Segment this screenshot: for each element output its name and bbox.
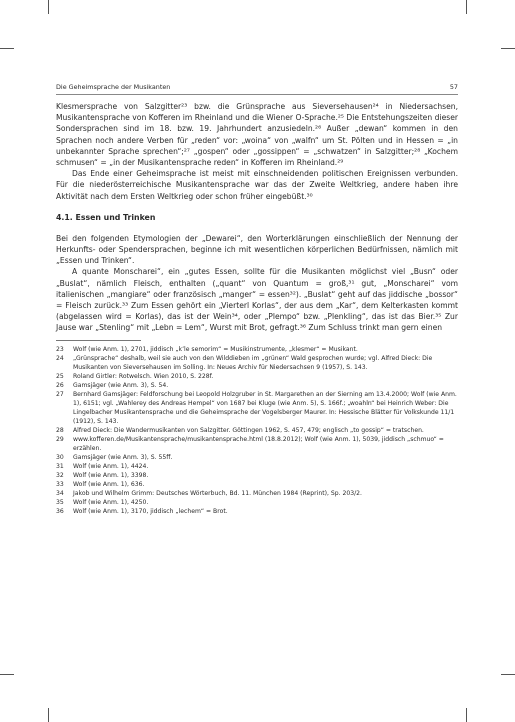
footnote-text: Wolf (wie Anm. 1), 2701, jiddisch „k’le semorim“ = Musikinstrumente, „klesmer“ = Musikant. (73, 345, 358, 353)
footnote-text: Wolf (wie Anm. 1), 4424. (73, 462, 149, 470)
footnote-number: 29 (56, 435, 64, 443)
footnote (56, 390, 458, 426)
footnote-number: 30 (56, 453, 64, 461)
footnote (56, 507, 458, 516)
section-heading: 4.1. Essen und Trinken (56, 212, 156, 222)
footnote-number: 33 (56, 480, 64, 488)
footnote-number: 24 (56, 354, 64, 362)
paragraph-end-of-language: Das Ende einer Geheimsprache ist meist mit einschneidenden politischen Ereignissen verbunden. Für die niederösterreichische Musikantensprache war das der Zweite Weltkrieg, andere haben ihre Aktivität nach dem Ersten Weltkrieg oder schon früher eingebüßt.³⁰ (56, 169, 458, 201)
footnote (56, 462, 458, 471)
footnote-text: Roland Girtler: Rotwelsch. Wien 2010, S. 228f. (73, 372, 214, 380)
crop-mark-top-left (48, 0, 49, 14)
footnote (56, 354, 458, 372)
crop-mark-bottom-left (48, 708, 49, 722)
footnote-number: 35 (56, 498, 64, 506)
footnote-text: „Grünsprache“ deshalb, weil sie auch von den Wilddieben im „grünen“ Wald gesprochen wurde; vgl. Alfred Dieck: Die Musikanten von Sieversehausen im Solling. In: Neues Archiv für Niedersachsen 9 (1957), S. 143. (73, 354, 433, 371)
footnote-number: 31 (56, 462, 64, 470)
footnote (56, 489, 458, 498)
crop-mark-bottom-right (466, 708, 467, 722)
crop-mark-right-bottom (501, 674, 515, 675)
crop-mark-right-top (501, 48, 515, 49)
footnote-text: Wolf (wie Anm. 1), 636. (73, 480, 145, 488)
footnote (56, 345, 458, 354)
footnote-separator (56, 340, 141, 341)
footnote (56, 372, 458, 381)
footnote (56, 435, 458, 453)
footnote-number: 25 (56, 372, 64, 380)
crop-mark-top-right (466, 0, 467, 14)
footnote-text: Wolf (wie Anm. 1), 4250. (73, 498, 149, 506)
footnote-text: Bernhard Gamsjäger: Feldforschung bei Leopold Holzgruber in St. Margarethen an der Sierning am 13.4.2000; Wolf (wie Anm. 1), 6151; vgl. „Wahlerey des Andreas Hempel“ von 1687 bei Kluge (wie Anm. 5), S. 166f.; „woahln“ bei Heinrich Weber: Die Lingelbacher Musikantensprache und die Geheimsprache der Vogelsberger Maurer. In: Hessische Blätter für Volkskunde 11/1 (1912), S. 143. (73, 390, 457, 425)
footnote-text: Gamsjäger (wie Anm. 3), S. 54. (73, 381, 169, 389)
footnote (56, 453, 458, 462)
footnote-number: 28 (56, 426, 64, 434)
footnote (56, 471, 458, 480)
running-title: Die Geheimsprache der Musikanten (56, 83, 171, 91)
footnote-number: 23 (56, 345, 64, 353)
footnote (56, 381, 458, 390)
paragraph-etymologies: Bei den folgenden Etymologien der „Dewarei“, den Worterklärungen einschließlich der Nennung der Herkunfts- oder Spendersprachen, beginne ich mit wesentlichen körperlichen Bedürfnissen, nämlich mit „Essen und Trinken“. (56, 233, 458, 266)
footnote-text: www.kofferen.de/Musikantensprache/musikantensprache.html (18.8.2012); Wolf (wie Anm. 1), 5039, jiddisch „schmuo“ = erzählen. (73, 435, 444, 452)
footnote-text: Wolf (wie Anm. 1), 3398. (73, 471, 149, 479)
footnote (56, 498, 458, 507)
footnotes-list (56, 345, 458, 516)
footnote-text: Alfred Dieck: Die Wandermusikanten von Salzgitter. Göttingen 1962, S. 457, 479; englisch „to gossip“ = tratschen. (73, 426, 424, 434)
footnote-text: Jakob und Wilhelm Grimm: Deutsches Wörterbuch, Bd. 11. München 1984 (Reprint), Sp. 203/2. (73, 489, 362, 497)
crop-mark-left-top (0, 48, 14, 49)
footnote-text: Wolf (wie Anm. 1), 3170, jiddisch „lechem“ = Brot. (73, 507, 228, 515)
footnote-number: 36 (56, 507, 64, 515)
page-number: 57 (449, 83, 458, 91)
footnote-number: 34 (56, 489, 64, 497)
footnote-number: 27 (56, 390, 64, 398)
footnote (56, 480, 458, 489)
page-body (56, 101, 458, 516)
running-header (56, 82, 458, 95)
paragraph-intro: Klesmersprache von Salzgitter²³ bzw. die Grünsprache aus Sieversehausen²⁴ in Niedersachsen, Musikantensprache von Kofferen im Rheinland und die Wiener O-Sprache.²⁵ Die Entstehungszeiten dieser Sondersprachen sind im 18. bzw. 19. Jahrhundert anzusiedeln.²⁶ Außer „dewan“ kommen in den Sprachen noch andere Verben für „reden“ vor: „woina“ von „walfn“ um St. Pölten und in Hessen = „in unbekannter Sprache sprechen“;²⁷ „gospen“ oder „gossippen“ = „schwatzen“ in Salzgitter;²⁸ „Kochem schmusen“ = „in der Musikantensprache reden“ in Kofferen im Rheinland.²⁹ (56, 102, 458, 168)
footnote-text: Gamsjäger (wie Anm. 3), S. 55ff. (73, 453, 173, 461)
crop-mark-left-bottom (0, 674, 14, 675)
footnote-number: 32 (56, 471, 64, 479)
paragraph-food: A quante Monscharei“, ein „gutes Essen, sollte für die Musikanten möglichst viel „Busn“ oder „Buslat“, nämlich Fleisch, enthalten („quant“ von Quantum = groß,³¹ gut, „Monscharei“ vom italienischen „mangiare“ oder französisch „manger“ = essen³²). „Buslat“ geht auf das jiddische „bossor“ = Fleisch zurück.³³ Zum Essen gehört ein „Vierterl Korlas“, der aus dem „Kar“, dem Kelterkasten kommt (abgelassen wird = Korlas), das ist der Wein³⁴, oder „Plempo“ bzw. „Plenkling“, das ist das Bier.³⁵ Zur Jause war „Stenling“ mit „Lebn = Lem“, Wurst mit Brot, gefragt.³⁶ Zum Schluss trinkt man gern einen (56, 267, 458, 333)
footnote (56, 426, 458, 435)
footnote-number: 26 (56, 381, 64, 389)
